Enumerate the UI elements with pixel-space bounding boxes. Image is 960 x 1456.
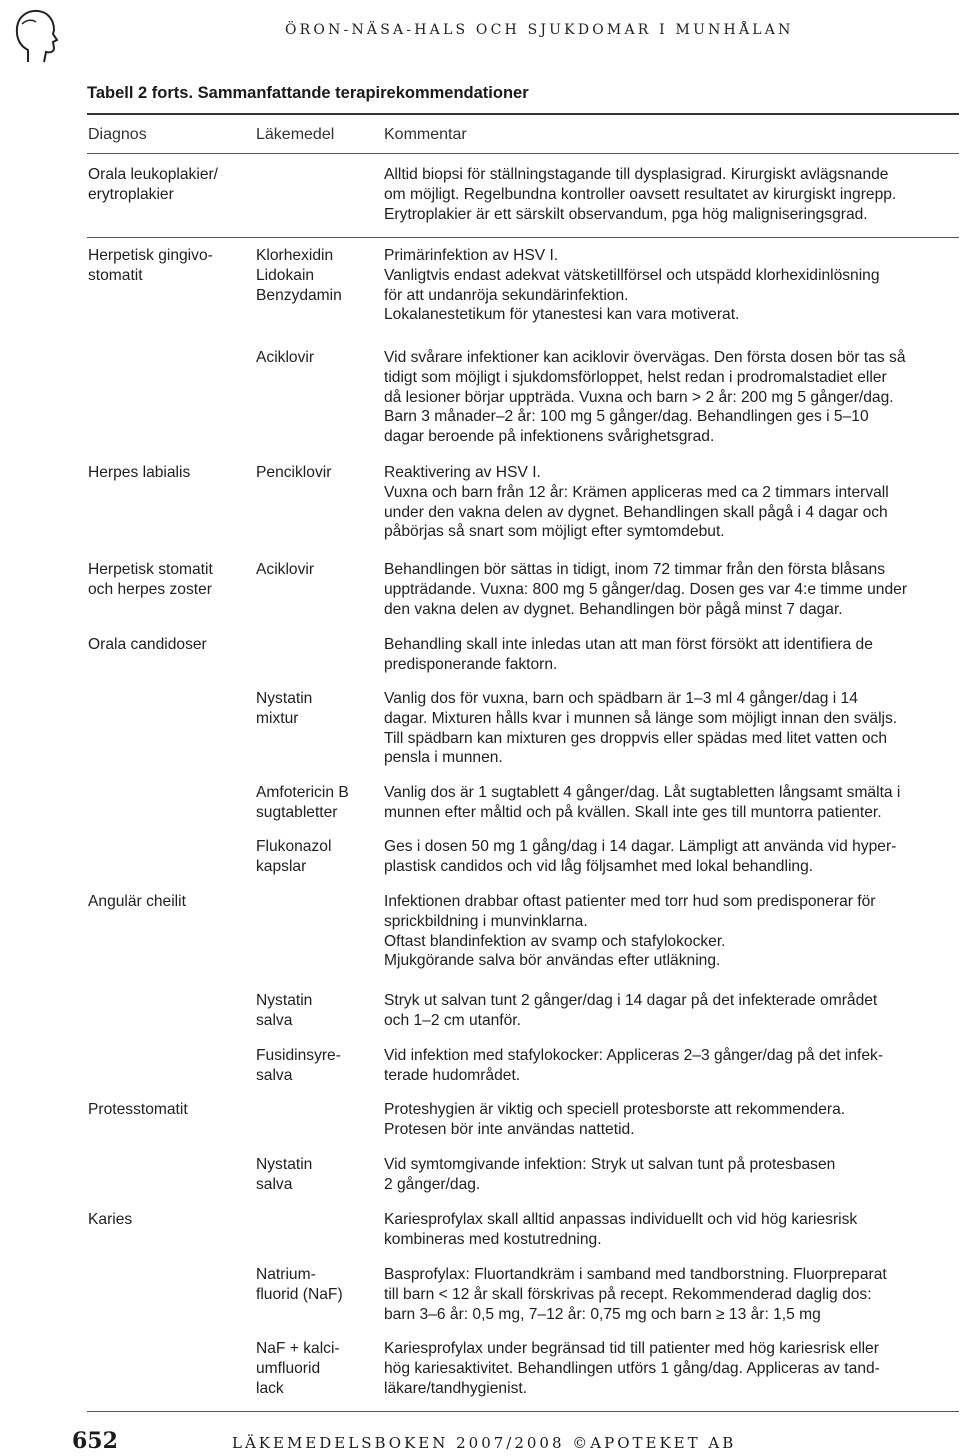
comment-cell	[384, 991, 956, 1031]
page-footer	[72, 1428, 737, 1454]
text-line: Basprofylax: Fluortandkräm i samband med tandborstning. Fluorpreparat	[384, 1266, 887, 1283]
comment-cell	[384, 635, 956, 675]
diagnosis-cell	[88, 246, 248, 286]
diagnosis-cell	[88, 1100, 248, 1120]
drug-cell	[256, 463, 376, 483]
diagnosis-cell	[88, 635, 248, 655]
text-line: och herpes zoster	[88, 580, 212, 598]
text-line: lack	[256, 1379, 284, 1397]
text-line: Orala candidoser	[88, 636, 207, 653]
comment-cell	[384, 1155, 956, 1195]
text-line: Flukonazol	[256, 838, 332, 855]
text-line: kapslar	[256, 857, 307, 875]
text-line: NaF + kalci-	[256, 1340, 340, 1357]
text-line: Till spädbarn kan mixturen ges droppvis eller spädas med litet vatten och	[384, 729, 888, 747]
text-line: salva	[256, 1175, 293, 1193]
text-line: uppträdande. Vuxna: 800 mg 5 gånger/dag. Dosen ges var 4:e timme under	[384, 580, 908, 598]
text-line: Aciklovir	[256, 349, 315, 366]
diagnosis-cell	[88, 1210, 248, 1230]
text-line: Orala leukoplakier/	[88, 166, 219, 183]
text-line: umfluorid	[256, 1359, 321, 1377]
drug-cell	[256, 783, 376, 823]
text-line: Herpetisk gingivo-	[88, 247, 213, 264]
text-line: Vanligtvis endast adekvat vätsketillförsel och utspädd klorhexidinlösning	[384, 266, 880, 284]
comment-cell	[384, 560, 956, 619]
text-line: Infektionen drabbar oftast patienter med torr hud som predisponerar för	[384, 893, 876, 910]
text-line: Kariesprofylax skall alltid anpassas individuellt och vid hög kariesrisk	[384, 1211, 858, 1228]
drug-cell	[256, 1046, 376, 1086]
text-line: salva	[256, 1011, 293, 1029]
comment-cell	[384, 1265, 956, 1324]
text-line: erytroplakier	[88, 185, 174, 203]
page-number: 652	[72, 1428, 118, 1454]
text-line: om möjligt. Regelbundna kontroller oavsett resultatet av kirurgiskt ingrepp.	[384, 185, 897, 203]
text-line: och 1–2 cm utanför.	[384, 1011, 521, 1029]
comment-cell	[384, 689, 956, 768]
text-line: Ges i dosen 50 mg 1 gång/dag i 14 dagar. Lämpligt att använda vid hyper-	[384, 838, 897, 855]
drug-cell	[256, 689, 376, 729]
comment-cell	[384, 1210, 956, 1250]
text-line: Fusidinsyre-	[256, 1047, 341, 1064]
comment-cell	[384, 837, 956, 877]
diagnosis-cell	[88, 560, 248, 600]
text-line: Karies	[88, 1211, 133, 1228]
comment-cell	[384, 463, 956, 542]
running-head: ÖRON-NÄSA-HALS OCH SJUKDOMAR I MUNHÅLAN	[285, 22, 794, 38]
text-line: hög kariesaktivitet. Behandlingen utförs 1 gång/dag. Appliceras av tand-	[384, 1359, 880, 1377]
text-line: fluorid (NaF)	[256, 1285, 343, 1303]
text-line: mixtur	[256, 709, 299, 727]
text-line: Kariesprofylax under begränsad tid till patienter med hög kariesrisk eller	[384, 1340, 879, 1357]
drug-cell	[256, 246, 376, 305]
text-line: tidigt som möjligt i sjukdomsförloppet, helst redan i prodromalstadiet eller	[384, 368, 887, 386]
text-line: Penciklovir	[256, 464, 332, 481]
comment-cell	[384, 892, 956, 971]
text-line: under den vakna delen av dygnet. Behandlingen skall pågå i 4 dagar och	[384, 503, 888, 521]
text-line: 2 gånger/dag.	[384, 1175, 481, 1193]
text-line: Behandlingen bör sättas in tidigt, inom 72 timmar från den första blåsans	[384, 561, 886, 578]
table-bottom-rule	[87, 1411, 959, 1412]
text-line: påbörjas så snart som möjligt efter symtomdebut.	[384, 523, 725, 541]
drug-cell	[256, 560, 376, 580]
text-line: munnen efter måltid och på kvällen. Skall inte ges till muntorra patienter.	[384, 803, 882, 821]
table-top-rule	[87, 113, 959, 115]
text-line: Vanlig dos för vuxna, barn och spädbarn är 1–3 ml 4 gånger/dag i 14	[384, 690, 858, 707]
text-line: Nystatin	[256, 992, 313, 1009]
diagnosis-cell	[88, 463, 248, 483]
text-line: Vanlig dos är 1 sugtablett 4 gånger/dag. Låt sugtabletten långsamt smälta i	[384, 784, 901, 801]
diagnosis-cell	[88, 165, 248, 205]
comment-cell	[384, 1339, 956, 1398]
text-line: salva	[256, 1066, 293, 1084]
text-line: Benzydamin	[256, 286, 342, 304]
publication-credit: LÄKEMEDELSBOKEN 2007/2008 ©APOTEKET AB	[232, 1434, 737, 1452]
text-line: läkare/tandhygienist.	[384, 1379, 528, 1397]
text-line: Primärinfektion av HSV I.	[384, 247, 559, 264]
comment-cell	[384, 783, 956, 823]
comment-cell	[384, 1100, 956, 1140]
drug-cell	[256, 837, 376, 877]
drug-cell	[256, 1155, 376, 1195]
comment-cell	[384, 246, 956, 325]
text-line: Alltid biopsi för ställningstagande till dysplasigrad. Kirurgiskt avlägsnande	[384, 166, 889, 183]
text-line: sugtabletter	[256, 803, 338, 821]
text-line: till barn < 12 år skall förskrivas på recept. Rekommenderad daglig dos:	[384, 1285, 872, 1303]
text-line: Stryk ut salvan tunt 2 gånger/dag i 14 dagar på det infekterade området	[384, 992, 878, 1009]
text-line: barn 3–6 år: 0,5 mg, 7–12 år: 0,75 mg och barn ≥ 13 år: 1,5 mg	[384, 1305, 821, 1323]
text-line: pensla i munnen.	[384, 749, 503, 767]
header-rule	[87, 153, 959, 154]
text-line: Klorhexidin	[256, 247, 334, 264]
text-line: Protesen bör inte användas nattetid.	[384, 1120, 635, 1138]
text-line: Lokalanestetikum för ytanestesi kan vara motiverat.	[384, 306, 740, 324]
text-line: den vakna delen av dygnet. Behandlingen bör pågå minst 7 dagar.	[384, 600, 843, 618]
text-line: Vid svårare infektioner kan aciklovir övervägas. Den första dosen bör tas så	[384, 349, 906, 366]
text-line: Oftast blandinfektion av svamp och stafylokocker.	[384, 932, 726, 950]
text-line: sprickbildning i munvinklarna.	[384, 912, 588, 930]
table-title: Tabell 2 forts. Sammanfattande terapirekommendationer	[87, 84, 529, 102]
text-line: då lesioner börjar uppträda. Vuxna och barn > 2 år: 200 mg 5 gånger/dag.	[384, 388, 894, 406]
comment-cell	[384, 165, 956, 224]
row-rule	[87, 237, 959, 238]
text-line: Vuxna och barn från 12 år: Krämen appliceras med ca 2 timmars intervall	[384, 483, 889, 501]
text-line: terade hudområdet.	[384, 1066, 521, 1084]
text-line: Natrium-	[256, 1266, 316, 1283]
comment-cell	[384, 1046, 956, 1086]
head-profile-icon	[8, 6, 60, 66]
text-line: Protesstomatit	[88, 1101, 188, 1118]
column-header-lakemedel: Läkemedel	[256, 126, 335, 143]
text-line: Angulär cheilit	[88, 893, 186, 910]
drug-cell	[256, 1265, 376, 1305]
text-line: Vid symtomgivande infektion: Stryk ut salvan tunt på protesbasen	[384, 1156, 836, 1173]
text-line: Aciklovir	[256, 561, 315, 578]
text-line: Nystatin	[256, 690, 313, 707]
column-header-kommentar: Kommentar	[384, 126, 467, 143]
text-line: Proteshygien är viktig och speciell protesborste att rekommendera.	[384, 1101, 846, 1118]
drug-cell	[256, 348, 376, 368]
text-line: Nystatin	[256, 1156, 313, 1173]
text-line: för att undanröja sekundärinfektion.	[384, 286, 629, 304]
text-line: Behandling skall inte inledas utan att man först försökt att identifiera de	[384, 636, 873, 653]
text-line: dagar. Mixturen hålls kvar i munnen så länge som möjligt innan den sväljs.	[384, 709, 898, 727]
text-line: Herpes labialis	[88, 464, 191, 481]
text-line: Vid infektion med stafylokocker: Appliceras 2–3 gånger/dag på det infek-	[384, 1047, 884, 1064]
text-line: stomatit	[88, 266, 143, 284]
text-line: Mjukgörande salva bör användas efter utläkning.	[384, 952, 721, 970]
text-line: Reaktivering av HSV I.	[384, 464, 541, 481]
text-line: Lidokain	[256, 266, 315, 284]
text-line: dagar beroende på infektionens svårighetsgrad.	[384, 428, 715, 446]
drug-cell	[256, 1339, 376, 1398]
diagnosis-cell	[88, 892, 248, 912]
comment-cell	[384, 348, 956, 447]
text-line: Herpetisk stomatit	[88, 561, 213, 578]
text-line: Barn 3 månader–2 år: 100 mg 5 gånger/dag. Behandlingen ges i 5–10	[384, 408, 869, 426]
text-line: Amfotericin B	[256, 784, 349, 801]
text-line: predisponerande faktorn.	[384, 655, 558, 673]
text-line: plastisk candidos och vid låg följsamhet med lokal behandling.	[384, 857, 814, 875]
column-header-diagnos: Diagnos	[88, 126, 147, 143]
text-line: Erytroplakier är ett särskilt observandum, pga hög maligniseringsgrad.	[384, 205, 868, 223]
text-line: kombineras med kostutredning.	[384, 1230, 602, 1248]
drug-cell	[256, 991, 376, 1031]
